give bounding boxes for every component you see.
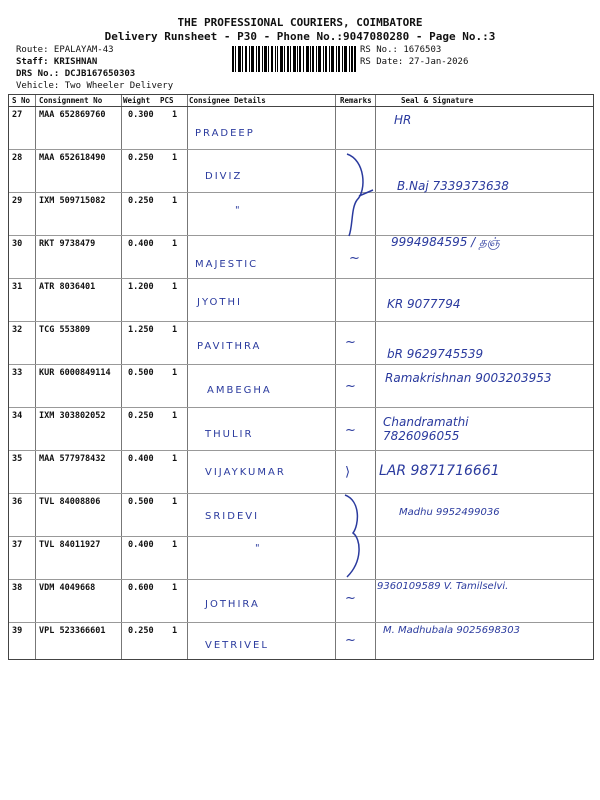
- row-weight: 0.250: [128, 411, 154, 421]
- row-sno: 31: [12, 282, 23, 292]
- company-title: THE PROFESSIONAL COURIERS, COIMBATORE: [177, 16, 423, 29]
- handwritten-bracket: [337, 491, 377, 581]
- handwritten-consignee: ": [255, 543, 262, 554]
- handwritten-consignee: JOTHIRA: [205, 599, 260, 610]
- row-sno: 36: [12, 497, 23, 507]
- header-seal: Seal & Signature: [401, 96, 474, 105]
- header-weight: Weight: [123, 96, 151, 105]
- row-pcs: 1: [172, 110, 178, 120]
- row-pcs: 1: [172, 153, 178, 163]
- handwritten-bracket: [339, 150, 379, 240]
- row-weight: 0.600: [128, 583, 154, 593]
- header-consignment: Consignment No: [39, 96, 103, 105]
- row-weight: 0.300: [128, 110, 154, 120]
- row-consignment-no: MAA 577978432: [39, 454, 106, 464]
- handwritten-signature: Chandramathi 7826096055: [383, 415, 469, 443]
- header-remarks: Remarks: [340, 96, 372, 105]
- remark-tick-mark: ~: [345, 423, 356, 438]
- runsheet-table: [8, 94, 594, 660]
- row-sno: 32: [12, 325, 23, 335]
- handwritten-consignee: JYOTHI: [197, 297, 242, 308]
- handwritten-signature: KR 9077794: [387, 297, 461, 311]
- header-pcs: PCS: [160, 96, 174, 105]
- row-weight: 0.500: [128, 368, 154, 378]
- row-pcs: 1: [172, 282, 178, 292]
- row-sno: 30: [12, 239, 23, 249]
- row-consignment-no: TCG 553809: [39, 325, 91, 335]
- row-consignment-no: MAA 652618490: [39, 153, 106, 163]
- handwritten-consignee: PAVITHRA: [197, 341, 262, 352]
- row-weight: 0.400: [128, 454, 154, 464]
- handwritten-signature: Ramakrishnan 9003203953: [385, 371, 552, 385]
- row-weight: 1.200: [128, 282, 154, 292]
- handwritten-signature: LAR 9871716661: [379, 463, 500, 479]
- drs-label: DRS No.: DCJB167650303: [16, 69, 136, 79]
- row-pcs: 1: [172, 239, 178, 249]
- handwritten-consignee: DIVIZ: [205, 171, 243, 182]
- row-weight: 0.400: [128, 540, 154, 550]
- row-sno: 29: [12, 196, 23, 206]
- row-pcs: 1: [172, 454, 178, 464]
- remark-tick-mark: ⟩: [345, 465, 351, 480]
- row-sno: 33: [12, 368, 23, 378]
- staff-label: Staff: KRISHNAN: [16, 57, 98, 67]
- row-consignment-no: ATR 8036401: [39, 282, 96, 292]
- handwritten-consignee: THULIR: [205, 429, 254, 440]
- handwritten-signature: 9994984595 / தஞ்: [391, 235, 500, 249]
- row-sno: 28: [12, 153, 23, 163]
- barcode: [232, 46, 356, 72]
- row-consignment-no: VPL 523366601: [39, 626, 106, 636]
- row-pcs: 1: [172, 368, 178, 378]
- handwritten-signature: M. Madhubala 9025698303: [383, 625, 520, 636]
- row-weight: 0.250: [128, 153, 154, 163]
- handwritten-signature: Madhu 9952499036: [399, 507, 500, 518]
- row-weight: 1.250: [128, 325, 154, 335]
- handwritten-consignee: PRADEEP: [195, 128, 255, 139]
- remark-tick-mark: ~: [345, 633, 356, 648]
- header-sno: S No: [12, 96, 31, 105]
- row-pcs: 1: [172, 196, 178, 206]
- handwritten-signature: 9360109589 V. Tamilselvi.: [377, 581, 509, 592]
- row-weight: 0.250: [128, 626, 154, 636]
- remark-tick-mark: ~: [345, 379, 356, 394]
- row-weight: 0.400: [128, 239, 154, 249]
- rs-date: RS Date: 27-Jan-2026: [360, 57, 469, 67]
- row-weight: 0.500: [128, 497, 154, 507]
- handwritten-consignee: VIJAYKUMAR: [205, 467, 286, 478]
- handwritten-signature: HR: [394, 113, 412, 127]
- row-sno: 34: [12, 411, 23, 421]
- row-pcs: 1: [172, 497, 178, 507]
- handwritten-signature: bR 9629745539: [387, 347, 484, 361]
- row-pcs: 1: [172, 325, 178, 335]
- row-sno: 39: [12, 626, 23, 636]
- row-consignment-no: KUR 6000849114: [39, 368, 111, 378]
- row-pcs: 1: [172, 411, 178, 421]
- handwritten-consignee: MAJESTIC: [195, 259, 259, 270]
- row-consignment-no: TVL 84011927: [39, 540, 101, 550]
- row-pcs: 1: [172, 583, 178, 593]
- row-consignment-no: VDM 4049668: [39, 583, 96, 593]
- row-pcs: 1: [172, 540, 178, 550]
- row-weight: 0.250: [128, 196, 154, 206]
- row-sno: 38: [12, 583, 23, 593]
- handwritten-consignee: ": [235, 205, 242, 216]
- handwritten-signature: B.Naj 7339373638: [397, 179, 509, 193]
- row-sno: 37: [12, 540, 23, 550]
- row-consignment-no: TVL 84008806: [39, 497, 101, 507]
- row-consignment-no: IXM 303802052: [39, 411, 106, 421]
- row-pcs: 1: [172, 626, 178, 636]
- row-sno: 27: [12, 110, 23, 120]
- runsheet-subtitle: Delivery Runsheet - P30 - Phone No.:9047080280 - Page No.:3: [104, 30, 496, 43]
- remark-tick-mark: ~: [349, 251, 360, 266]
- handwritten-consignee: AMBEGHA: [207, 385, 272, 396]
- handwritten-consignee: VETRIVEL: [205, 640, 269, 651]
- row-consignment-no: RKT 9738479: [39, 239, 96, 249]
- header-details: Consignee Details: [189, 96, 266, 105]
- remark-tick-mark: ~: [345, 591, 356, 606]
- route-label: Route: EPALAYAM-43: [16, 45, 114, 55]
- row-consignment-no: IXM 509715082: [39, 196, 106, 206]
- vehicle-label: Vehicle: Two Wheeler Delivery: [16, 81, 174, 91]
- rs-number: RS No.: 1676503: [360, 45, 442, 55]
- remark-tick-mark: ~: [345, 335, 356, 350]
- row-consignment-no: MAA 652869760: [39, 110, 106, 120]
- handwritten-consignee: SRIDEVI: [205, 511, 260, 522]
- row-sno: 35: [12, 454, 23, 464]
